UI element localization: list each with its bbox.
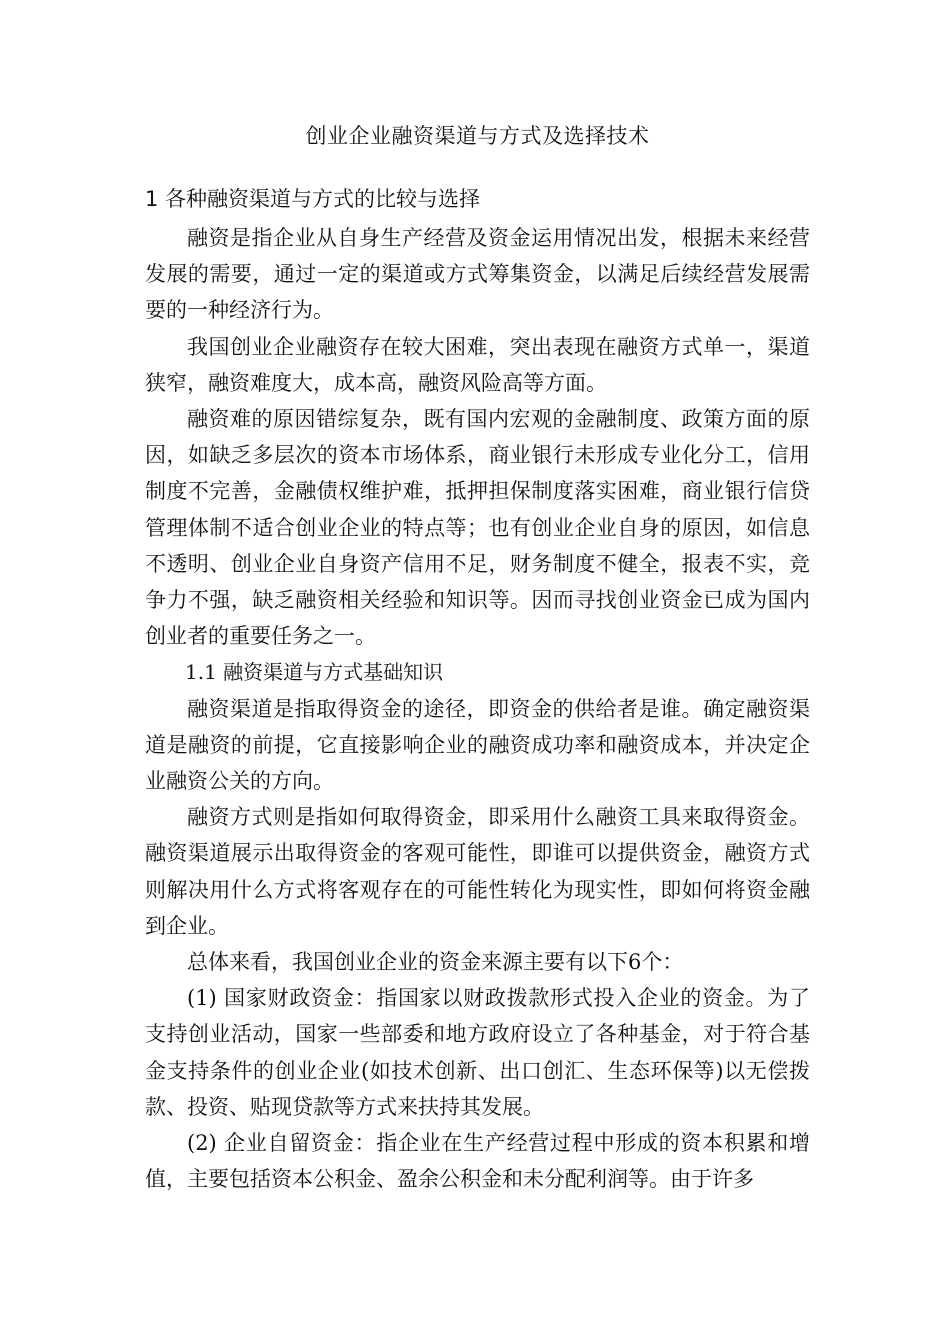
paragraph-overview: 总体来看，我国创业企业的资金来源主要有以下6个： — [187, 950, 684, 975]
subsection-heading: 1.1 融资渠道与方式基础知识 — [185, 660, 444, 685]
document-title: 创业企业融资渠道与方式及选择技术 — [305, 124, 650, 148]
paragraph-difficulty: 我国创业企业融资存在较大困难，突出表现在融资方式单一，渠道狭窄，融资难度大，成本高，融资风险高等方面。 — [145, 334, 810, 395]
document-page — [145, 118, 810, 1197]
paragraph-item-1: (1) 国家财政资金：指国家以财政拨款形式投入企业的资金。为了支持创业活动，国家一些部委和地方政府设立了各种基金，对于符合基金支持条件的创业企业(如技术创新、出口创汇、生态环保等)以无偿拨款、投资、贴现贷款等方式来扶持其发展。 — [145, 986, 810, 1119]
section-heading: 1 各种融资渠道与方式的比较与选择 — [145, 187, 481, 211]
paragraph-channel: 融资渠道是指取得资金的途径，即资金的供给者是谁。确定融资渠道是融资的前提，它直接影响企业的融资成功率和融资成本，并决定企业融资公关的方向。 — [145, 696, 810, 794]
paragraph-definition: 融资是指企业从自身生产经营及资金运用情况出发，根据未来经营发展的需要，通过一定的渠道或方式筹集资金，以满足后续经营发展需要的一种经济行为。 — [145, 226, 810, 323]
paragraph-item-2: (2) 企业自留资金：指企业在生产经营过程中形成的资本积累和增值，主要包括资本公积金、盈余公积金和未分配利润等。由于许多 — [145, 1131, 810, 1192]
paragraph-method: 融资方式则是指如何取得资金，即采用什么融资工具来取得资金。融资渠道展示出取得资金的客观可能性，即谁可以提供资金，融资方式则解决用什么方式将客观存在的可能性转化为现实性，即如何将资金融到企业。 — [145, 805, 810, 938]
paragraph-causes: 融资难的原因错综复杂，既有国内宏观的金融制度、政策方面的原因，如缺乏多层次的资本市场体系，商业银行未形成专业化分工，信用制度不完善，金融债权维护难，抵押担保制度落实困难，商业银行信贷管理体制不适合创业企业的特点等；也有创业企业自身的原因，如信息不透明、创业企业自身资产信用不足，财务制度不健全，报表不实，竞争力不强，缺乏融资相关经验和知识等。因而寻找创业资金已成为国内创业者的重要任务之一。 — [145, 407, 810, 649]
